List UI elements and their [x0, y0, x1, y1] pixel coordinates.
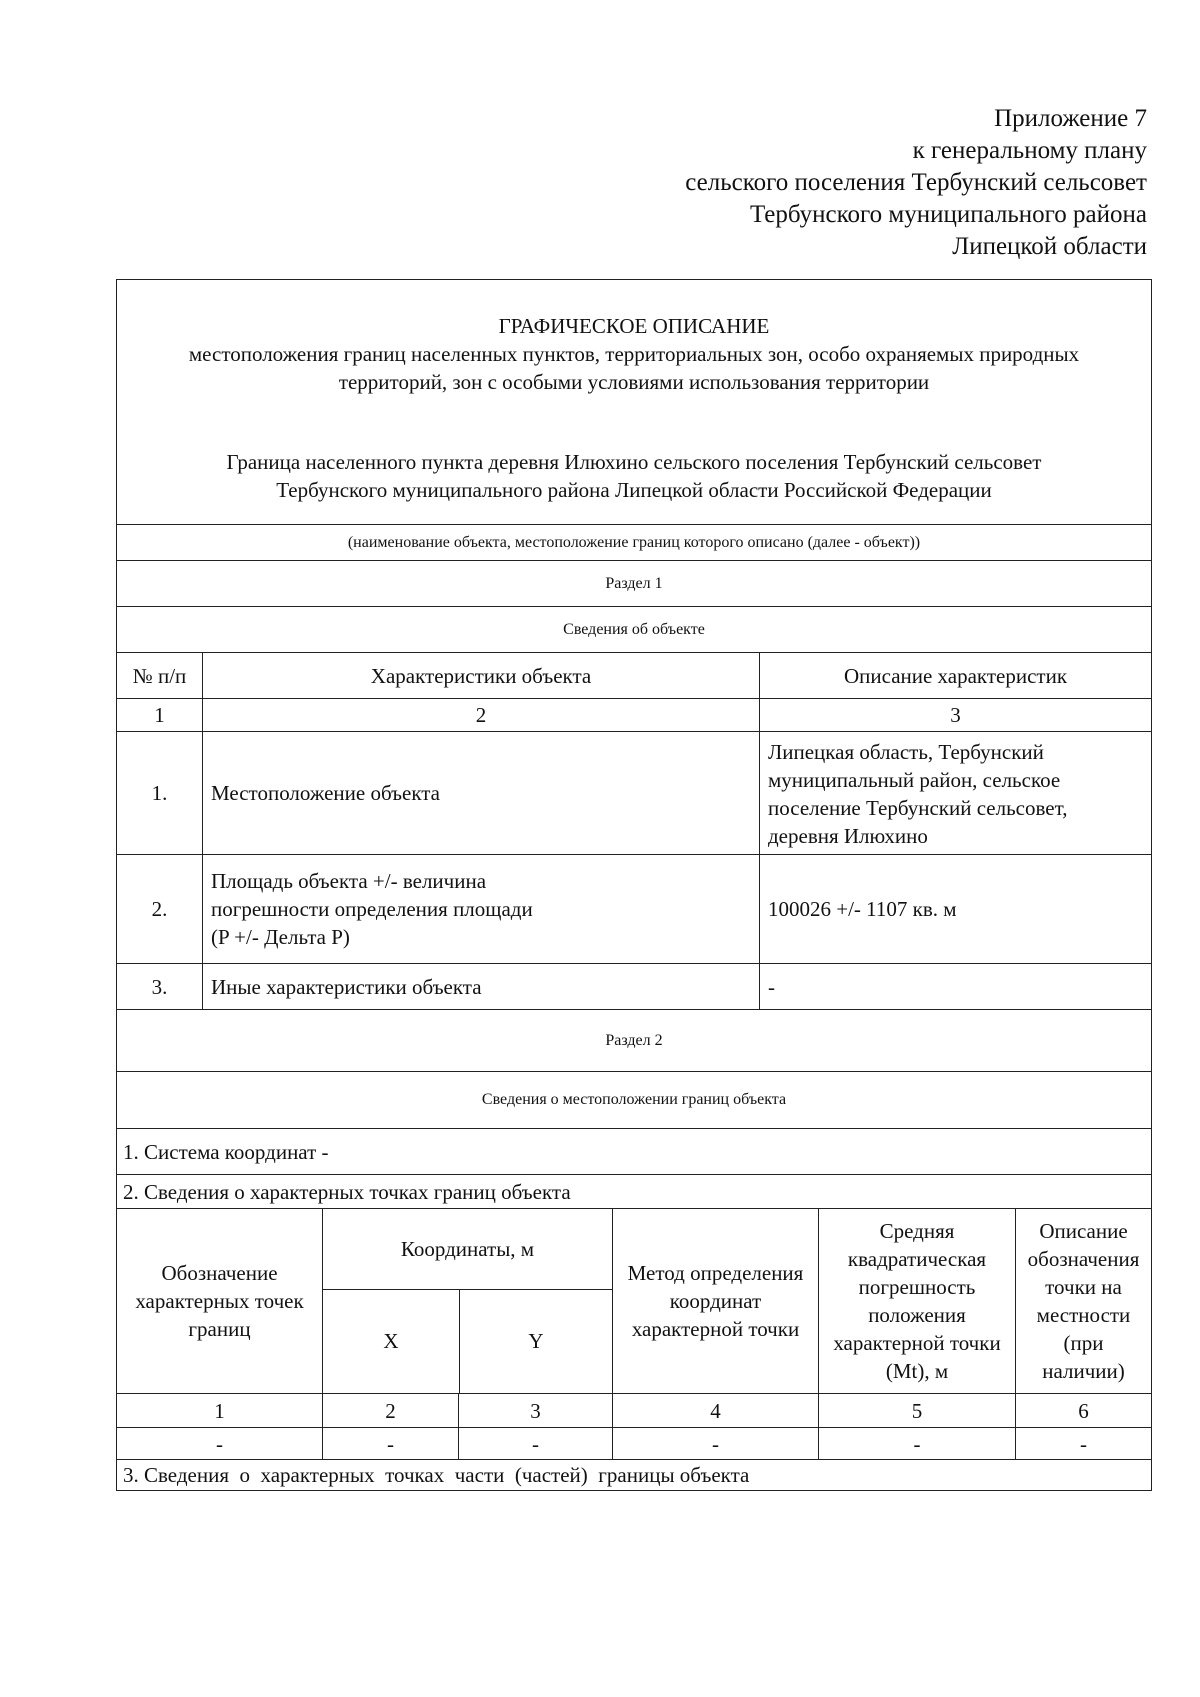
point-designation-header — [117, 1209, 322, 1393]
object-name-line: Тербунского муниципального района Липецкой области Российской Федерации — [276, 478, 992, 502]
row-number: 3. — [151, 974, 168, 999]
section1-title-row — [117, 560, 1151, 606]
column-header: Описание характеристик — [759, 653, 1151, 698]
table-row — [117, 731, 1151, 854]
column-number: 1 — [154, 703, 165, 727]
characteristic-line: (P +/- Дельта P) — [211, 925, 350, 949]
object-caption-row — [117, 524, 1151, 560]
parts-title: 3. Сведения о характерных точках части (частей) границы объекта — [123, 1463, 750, 1487]
column-header: № п/п — [132, 663, 187, 688]
column-header: Характеристики объекта — [202, 653, 759, 698]
description-line: 100026 +/- 1107 кв. м — [768, 897, 957, 921]
coord-system: 1. Система координат - — [123, 1139, 329, 1164]
points-title-row — [117, 1174, 1151, 1208]
data-cell: - — [216, 1431, 223, 1456]
column-number: 6 — [1015, 1394, 1151, 1427]
description-line: поселение Тербунский сельсовет, — [768, 796, 1068, 820]
x-header: X — [383, 1329, 399, 1353]
description-cell — [759, 964, 1151, 1009]
table-row — [117, 854, 1151, 963]
header-line: положения — [868, 1303, 966, 1327]
object-name-block — [117, 448, 1151, 504]
header-line: характерной точки — [631, 1317, 800, 1341]
appendix-header — [447, 103, 1147, 263]
column-number: 2 — [322, 1394, 458, 1427]
header-line: Метод определения — [627, 1261, 804, 1285]
error-header — [818, 1209, 1015, 1393]
object-caption: (наименование объекта, местоположение границ которого описано (далее - объект)) — [347, 533, 921, 551]
header-line: характерной точки — [833, 1331, 1001, 1355]
graphic-description-form — [116, 279, 1152, 1491]
header-line: границ — [188, 1317, 251, 1341]
column-number: 3 — [759, 699, 1151, 731]
row-number: 2. — [151, 897, 168, 921]
data-cell: - — [322, 1428, 458, 1459]
points-number-row — [117, 1393, 1151, 1427]
header-line: погрешность — [858, 1275, 976, 1299]
characteristic-cell — [202, 964, 759, 1009]
points-table-header — [117, 1208, 1151, 1393]
appendix-line: Тербунского муниципального района — [749, 201, 1147, 228]
column-number: 1 — [214, 1398, 225, 1423]
characteristic-cell — [202, 855, 759, 963]
section1-number-row — [117, 698, 1151, 731]
section1-subtitle-row — [117, 606, 1151, 652]
header-line: Описание — [1039, 1219, 1128, 1243]
points-data-row — [117, 1427, 1151, 1459]
column-number: 2 — [202, 699, 759, 731]
appendix-line: Липецкой области — [952, 233, 1147, 260]
description-cell — [759, 732, 1151, 854]
form-title: ГРАФИЧЕСКОЕ ОПИСАНИЕ — [498, 314, 770, 338]
form-subtitle-line: местоположения границ населенных пунктов, территориальных зон, особо охраняемых природных — [188, 342, 1080, 366]
object-name-line: Граница населенного пункта деревня Илюхино сельского поселения Тербунский сельсовет — [226, 450, 1042, 474]
appendix-line: к генеральному плану — [912, 137, 1147, 164]
points-title: 2. Сведения о характерных точках границ объекта — [123, 1179, 571, 1204]
appendix-line: Приложение 7 — [994, 105, 1147, 132]
coord-system-row — [117, 1128, 1151, 1174]
header-line: (при — [1063, 1331, 1104, 1355]
header-line: точки на — [1045, 1275, 1122, 1299]
header-line: Обозначение — [161, 1261, 278, 1285]
table-row — [117, 963, 1151, 1009]
characteristic-line: Иные характеристики объекта — [211, 974, 482, 999]
header-line: квадратическая — [847, 1247, 987, 1271]
description-line: деревня Илюхино — [768, 824, 928, 848]
header-line: обозначения — [1027, 1247, 1140, 1271]
characteristic-line: погрешности определения площади — [211, 897, 533, 921]
column-number: 4 — [612, 1394, 818, 1427]
description-cell — [759, 855, 1151, 963]
column-number: 5 — [818, 1394, 1015, 1427]
data-cell: - — [458, 1428, 612, 1459]
characteristic-line: Площадь объекта +/- величина — [211, 869, 487, 893]
section2-subtitle: Сведения о местоположении границ объекта — [481, 1091, 787, 1108]
header-line: Средняя — [879, 1219, 955, 1243]
data-cell: - — [1015, 1428, 1151, 1459]
appendix-line: сельского поселения Тербунский сельсовет — [685, 169, 1147, 196]
characteristic-line: Местоположение объекта — [211, 781, 441, 805]
description-line: - — [768, 974, 775, 999]
section1-header-row — [117, 652, 1151, 698]
header-line: наличии) — [1042, 1359, 1125, 1383]
method-header — [612, 1209, 818, 1393]
form-title-block — [117, 312, 1151, 396]
header-line: (Mt), м — [885, 1359, 949, 1383]
row-number: 1. — [151, 781, 168, 805]
section2-title: Раздел 2 — [605, 1031, 663, 1049]
point-description-header — [1015, 1209, 1151, 1393]
y-header: Y — [459, 1289, 612, 1393]
column-number: 3 — [458, 1394, 612, 1427]
description-line: муниципальный район, сельское — [768, 768, 1061, 792]
header-line: характерных точек — [135, 1289, 304, 1313]
header-line: местности — [1036, 1303, 1131, 1327]
section1-subtitle: Сведения об объекте — [563, 620, 705, 638]
section2-subtitle-row — [117, 1071, 1151, 1128]
description-line: Липецкая область, Тербунский — [768, 740, 1044, 764]
data-cell: - — [612, 1428, 818, 1459]
header-line: координат — [669, 1289, 762, 1313]
characteristic-cell — [202, 732, 759, 854]
data-cell: - — [818, 1428, 1015, 1459]
parts-title-row — [117, 1459, 1151, 1490]
section2-title-row — [117, 1009, 1151, 1071]
form-subtitle-line: территорий, зон с особыми условиями использования территории — [338, 370, 930, 394]
coordinates-header — [322, 1209, 612, 1393]
coordinates-title: Координаты, м — [400, 1237, 535, 1261]
section1-title: Раздел 1 — [605, 574, 663, 592]
